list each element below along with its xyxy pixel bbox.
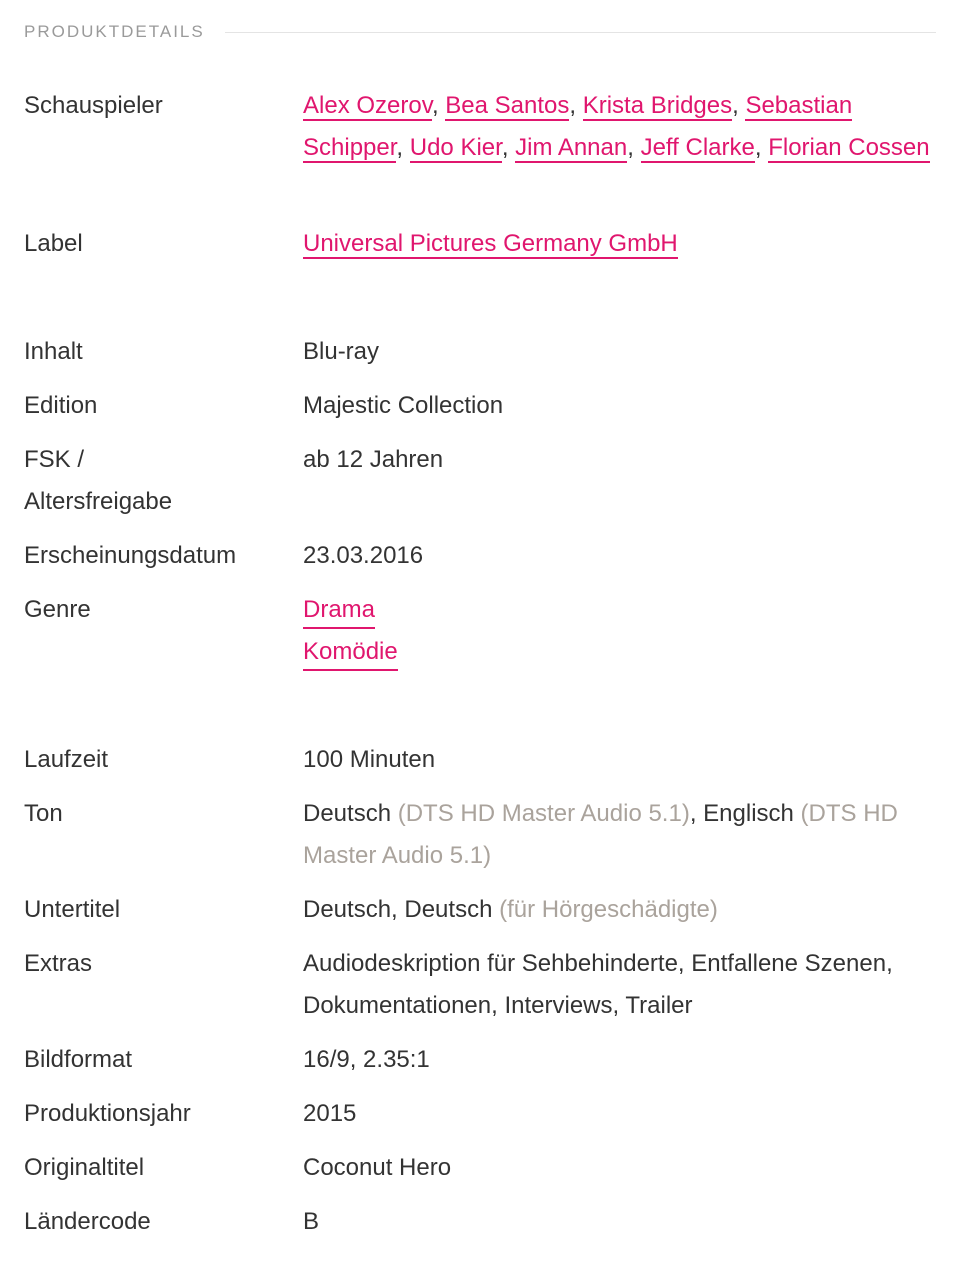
detail-label: Produktionsjahr xyxy=(24,1100,191,1127)
detail-value: Blu-ray xyxy=(303,338,380,365)
genre-link[interactable]: Drama xyxy=(303,593,375,629)
separator: , xyxy=(732,92,746,119)
actor-link[interactable]: Jim Annan xyxy=(515,134,628,161)
actor-link[interactable]: Alex Ozerov xyxy=(303,92,432,119)
audio-tracks xyxy=(303,793,933,877)
audio-language: Deutsch xyxy=(303,800,392,827)
detail-label: Schauspieler xyxy=(24,92,163,119)
separator: , xyxy=(501,134,516,161)
genre-list xyxy=(303,589,933,673)
detail-label: Genre xyxy=(24,596,91,623)
detail-label: Erscheinungsdatum xyxy=(24,542,237,569)
subtitle-languages: Deutsch, Deutsch xyxy=(303,896,493,923)
section-header xyxy=(24,20,936,44)
subtitles xyxy=(303,889,933,931)
divider xyxy=(225,32,936,33)
detail-value: ab 12 Jahren xyxy=(303,446,444,473)
separator: , xyxy=(754,134,769,161)
detail-label: Laufzeit xyxy=(24,746,109,773)
audio-format: (DTS HD Master Audio 5.1) xyxy=(397,800,690,827)
actor-link[interactable]: Bea Santos xyxy=(445,92,570,119)
actor-link[interactable]: Udo Kier xyxy=(409,134,502,161)
actor-link[interactable]: Sebastian Schipper xyxy=(303,92,853,161)
genre-link[interactable]: Komödie xyxy=(303,635,398,671)
detail-label: Untertitel xyxy=(24,896,121,923)
label-link[interactable]: Universal Pictures Germany GmbH xyxy=(303,230,678,257)
separator: , xyxy=(431,92,446,119)
audio-format: (DTS HD Master Audio 5.1) xyxy=(303,800,898,869)
detail-value: 16/9, 2.35:1 xyxy=(303,1046,430,1073)
actors-list xyxy=(303,85,933,169)
detail-label: Originaltitel xyxy=(24,1154,145,1181)
detail-value: 100 Minuten xyxy=(303,746,436,773)
detail-label: Ton xyxy=(24,800,63,827)
detail-value: Coconut Hero xyxy=(303,1154,452,1181)
separator: , xyxy=(569,92,583,119)
detail-value: B xyxy=(303,1208,320,1235)
detail-label: Edition xyxy=(24,392,98,419)
detail-value xyxy=(303,223,933,265)
detail-value: 23.03.2016 xyxy=(303,542,424,569)
detail-label: Inhalt xyxy=(24,338,83,365)
detail-label: Ländercode xyxy=(24,1208,151,1235)
detail-label: Extras xyxy=(24,950,93,977)
subtitle-note: (für Hörgeschädigte) xyxy=(499,896,718,923)
detail-label: Label xyxy=(24,230,83,257)
detail-value: Audiodeskription für Sehbehinderte, Entfallene Szenen, Dokumentationen, Interviews, Trailer xyxy=(303,950,893,1019)
audio-language: Englisch xyxy=(703,800,794,827)
separator: , xyxy=(627,134,641,161)
separator: , xyxy=(396,134,410,161)
separator: , xyxy=(689,800,704,827)
actor-link[interactable]: Florian Cossen xyxy=(768,134,930,161)
actor-link[interactable]: Jeff Clarke xyxy=(640,134,755,161)
detail-value: Majestic Collection xyxy=(303,392,504,419)
actor-link[interactable]: Krista Bridges xyxy=(582,92,733,119)
detail-label: Bildformat xyxy=(24,1046,133,1073)
detail-label: FSK / Altersfreigabe xyxy=(24,446,173,515)
detail-value: 2015 xyxy=(303,1100,357,1127)
section-title: PRODUKTDETAILS xyxy=(24,22,205,41)
